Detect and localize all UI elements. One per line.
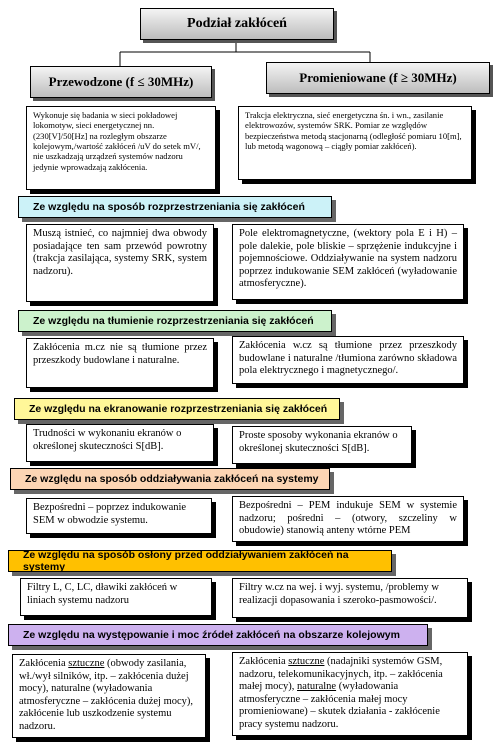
section-heading-propagation: Ze względu na sposób rozprzestrzeniania się zakłóceń: [18, 196, 332, 218]
attenuation-conducted: Zakłócenia m.cz nie są tłumione przez przeszkody budowlane i naturalne.: [26, 338, 214, 388]
branch-radiated: Promieniowane (f ≥ 30MHz): [266, 62, 490, 94]
interaction-conducted: Bezpośredni – poprzez indukowanie SEM w obwodzie systemu.: [26, 498, 212, 534]
protection-conducted: Filtry L, C, LC, dławiki zakłóceń w liniach systemu nadzoru: [20, 578, 212, 616]
diagram-title: Podział zakłóceń: [140, 8, 334, 40]
interaction-radiated: Bezpośredni – PEM indukuje SEM w systemie nadzoru; pośredni – (otwory, szczeliny w obudowie) stanowią anteny wtórne PEM: [232, 496, 464, 542]
attenuation-radiated: Zakłócenia w.cz są tłumione przez przeszkody budowlane i naturalne /tłumiona zarówno składowa pola elektrycznego i magnetycznego/.: [232, 336, 464, 384]
section-heading-attenuation: Ze względu na tłumienie rozprzestrzeniania się zakłóceń: [18, 310, 332, 332]
sources-conducted-text: Zakłócenia: [19, 658, 69, 669]
protection-radiated: Filtry w.cz na wej. i wyj. systemu, /problemy w realizacji dopasowania i szeroko-pasmowości/.: [232, 578, 468, 618]
branch-conducted: Przewodzone (f ≤ 30MHz): [30, 66, 212, 98]
shielding-radiated: Proste sposoby wykonania ekranów o określonej skuteczności S[dB].: [232, 426, 412, 464]
sources-conducted-text-rest: (obwody zasilania, wł./wył silników, itp. – zakłócenia dużej mocy), naturalne (wyładowania atmosferyczne – zakłócenia dużej mocy), zakłócenie lub uszkodzenie systemu nadzoru.: [19, 658, 194, 732]
section-heading-protection: Ze względu na sposób osłony przed oddziaływaniem zakłóceń na systemy: [8, 550, 392, 572]
section-heading-sources: Ze względu na występowanie i moc źródeł zakłóceń na obszarze kolejowym: [8, 624, 428, 646]
sources-radiated-artificial: sztuczne: [288, 656, 325, 667]
shielding-conducted: Trudności w wykonaniu ekranów o określonej skuteczności S[dB].: [26, 424, 214, 462]
propagation-radiated: Pole elektromagnetyczne, (wektory pola E i H) – pole dalekie, pole bliskie – sprzężenie indukcyjne i pojemnościowe. Oddziaływanie na system nadzoru poprzez indukowanie SEM zakłóceń (wyładowanie atmosferyczne).: [232, 224, 464, 300]
section-heading-interaction: Ze względu na sposób oddziaływania zakłóceń na systemy: [10, 468, 330, 490]
sources-conducted-artificial: sztuczne: [68, 658, 105, 669]
sources-conducted: [12, 654, 206, 738]
intro-radiated: Trakcja elektryczna, sieć energetyczna śn. i wn., zasilanie elektrowozów, systemów SRK. Pomiar ze względów bezpieczeństwa metodą stacjonarną (odległość pomiaru 10[m], lub metodą wagonową – ciągły pomiar zakłóceń).: [238, 106, 472, 180]
section-heading-shielding: Ze względu na ekranowanie rozprzestrzeniania się zakłóceń: [14, 398, 340, 420]
sources-radiated-natural: naturalne: [297, 681, 337, 693]
sources-radiated-text: Zakłócenia: [239, 656, 289, 667]
sources-radiated-text-mid: (nadajniki systemów GSM, nadzoru, telekomunikacyjnych, itp. – zakłócenia małej mocy),: [239, 656, 443, 693]
sources-radiated: [232, 652, 468, 736]
sources-radiated-text-rest: (wyładowania atmosferyczne – zakłócenia małej mocy promieniowane) – skutek działania - zakłócenie pracy systemu nadzoru.: [239, 681, 440, 730]
propagation-conducted: Muszą istnieć, co najmniej dwa obwody posiadające ten sam przewód powrotny (trakcja zasilająca, systemy SRK, system nadzoru).: [26, 224, 214, 302]
intro-conducted: Wykonuje się badania w sieci pokładowej lokomotyw, sieci energetycznej nn. (230[V]/50[Hz] na rozległym obszarze kolejowym,/wartość zakłóceń /uV do setek mV/, nie uszkadzają urządzeń systemów nadzoru jedynie wprowadzają zakłócenia.: [26, 106, 216, 190]
